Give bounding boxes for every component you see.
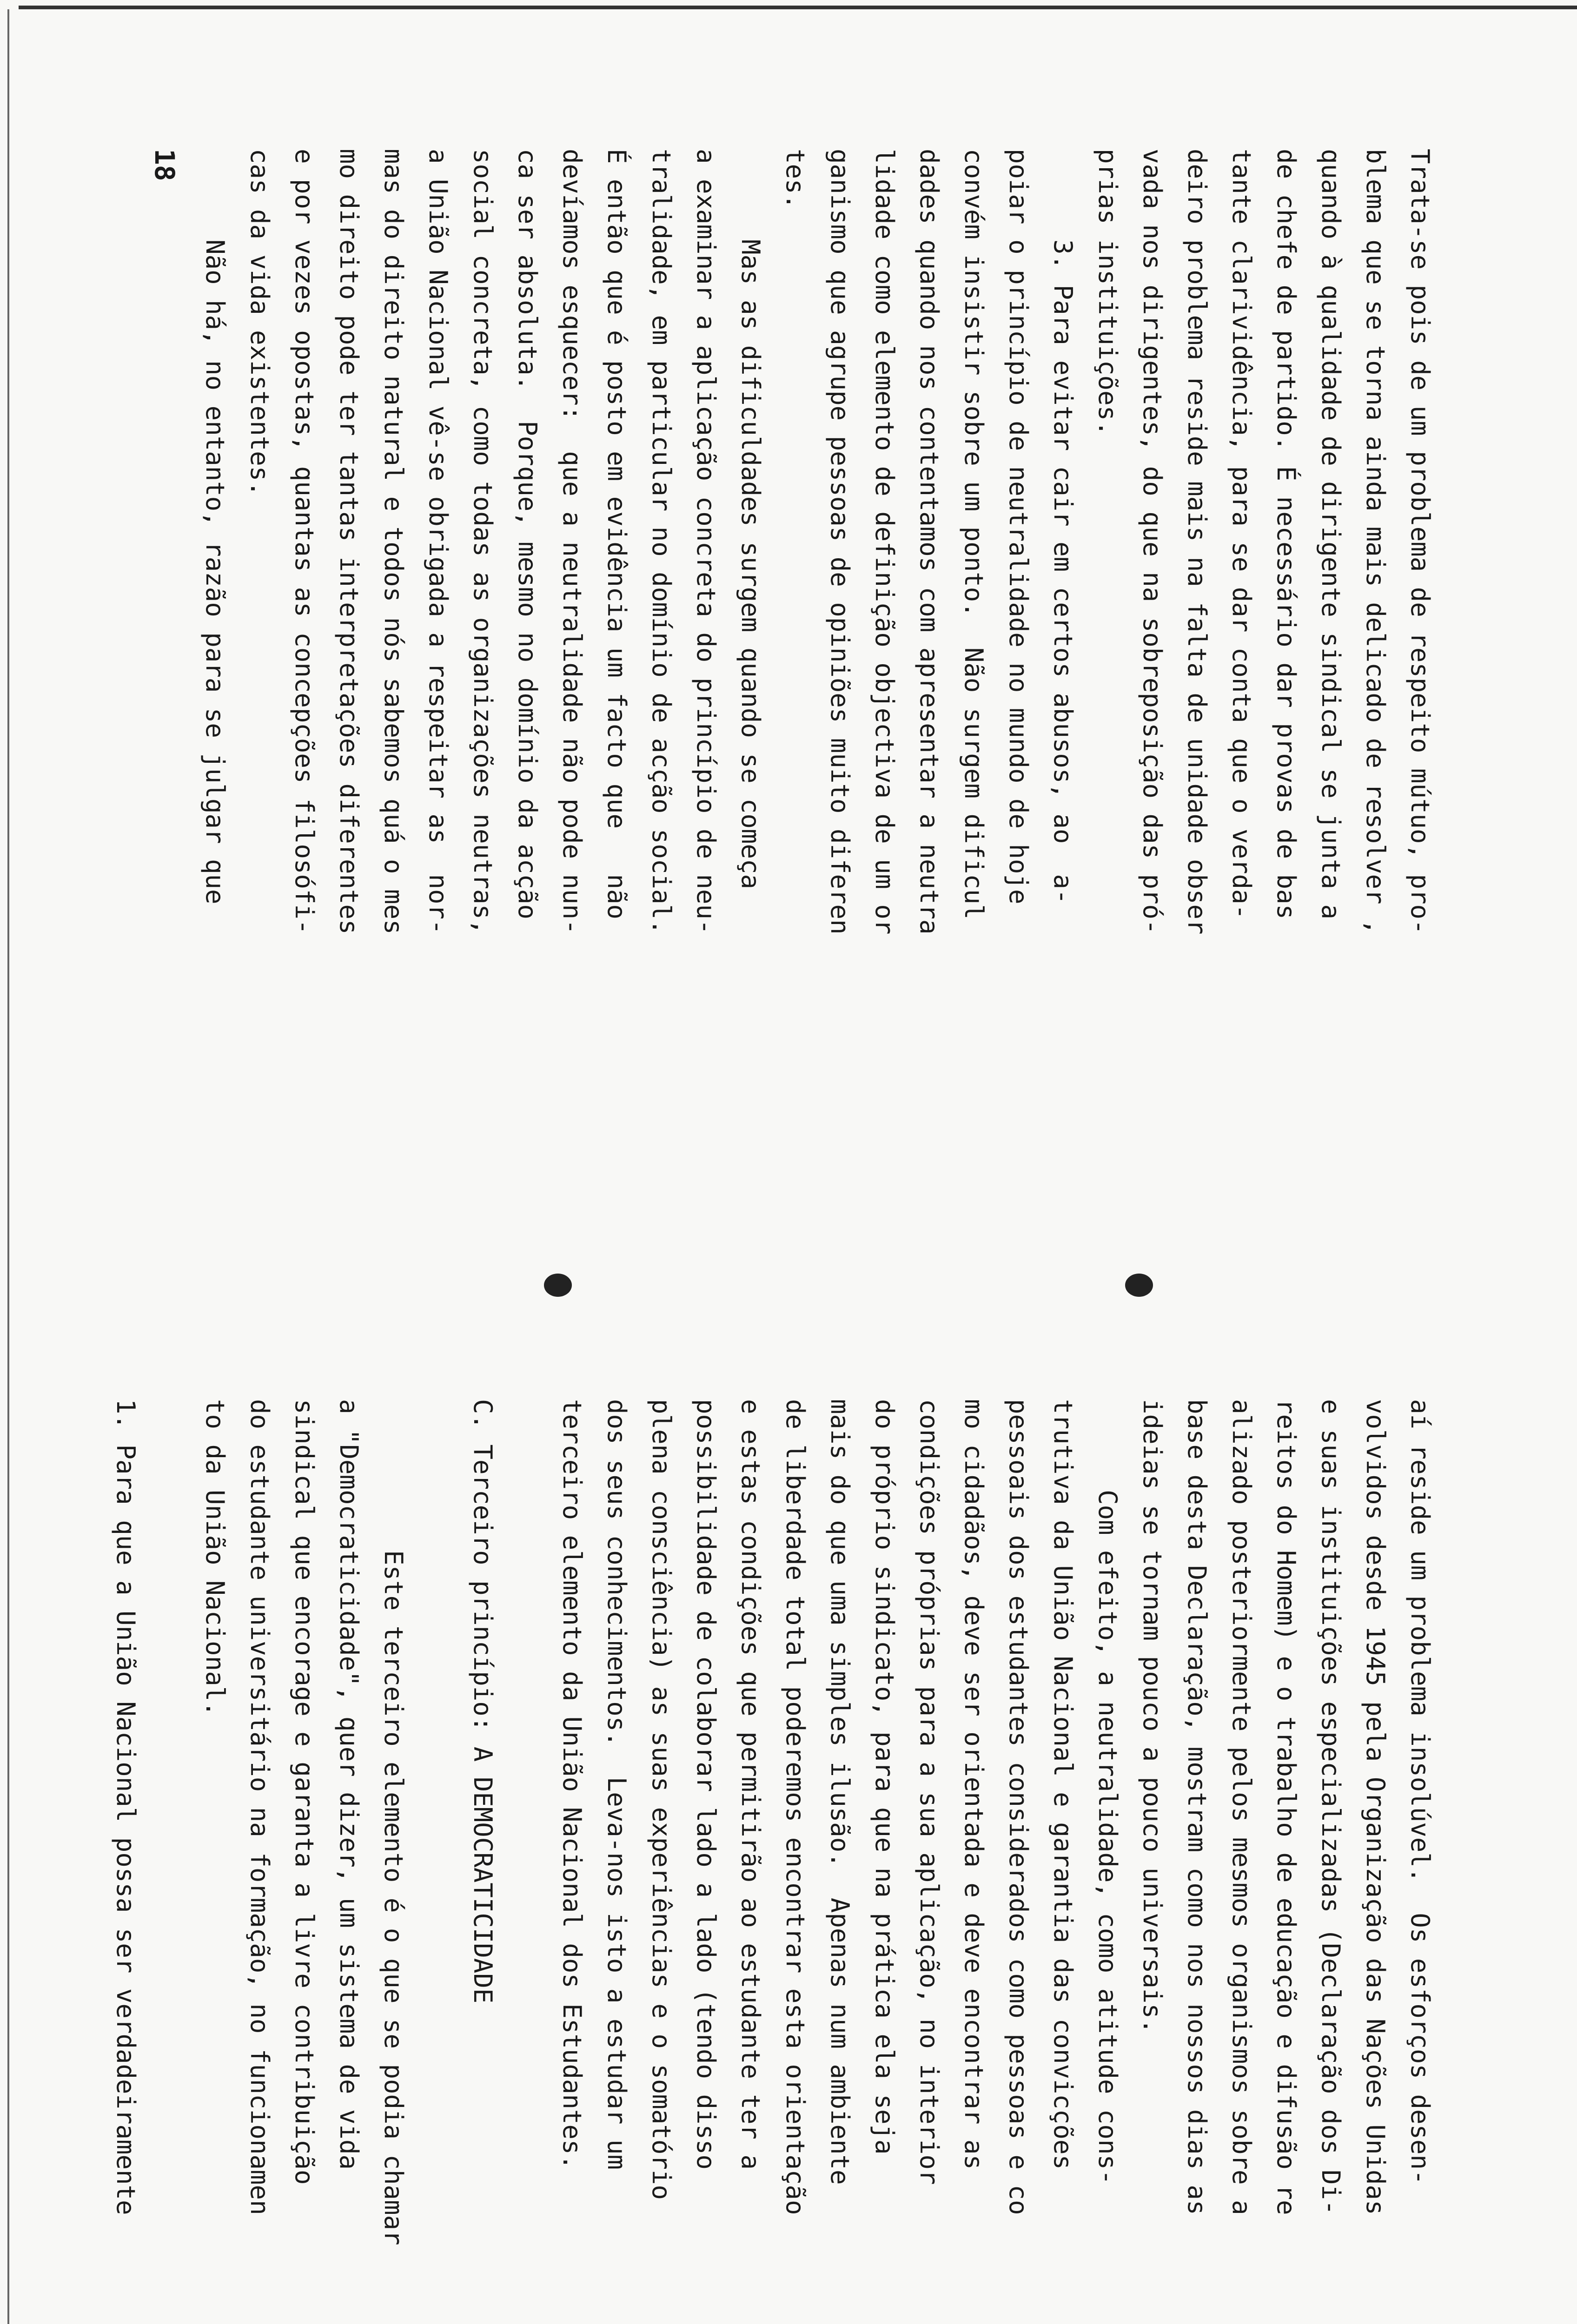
text-line: 3. Para evitar cair em certos abusos, ao a- (1048, 149, 1078, 905)
text-line: prias instituições. (1093, 149, 1122, 436)
text-line: dos seus conhecimentos. Leva-nos isto a estudar um (602, 1399, 631, 2170)
text-line: tante clarividência, para se dar conta que o verda- (1227, 149, 1256, 920)
text-line: Mas as dificuldades surgem quando se começa (736, 149, 765, 890)
text-line: de liberdade total poderemos encontrar esta orientação (781, 1399, 810, 2215)
text-line: É então que é posto em evidência um facto que não (602, 149, 631, 920)
text-line: e estas condições que permitirão ao estudante ter a (736, 1399, 765, 2170)
text-line: Trata-se pois de um problema de respeito mútuo, pro- (1405, 149, 1435, 935)
text-line: tes. (781, 149, 810, 210)
text-line: pessoais dos estudantes considerados como pessoas e co (1004, 1399, 1033, 2215)
text-line: e por vezes opostas, quantas as concepções filosófi- (290, 149, 319, 935)
text-line: social concreta, como todas as organizações neutras, (468, 149, 497, 935)
text-line: a "Democraticidade", quer dizer, um sistema de vida (334, 1399, 364, 2170)
text-line: Com efeito, a neutralidade, como atitude cons- (1093, 1399, 1122, 2185)
text-line: tralidade, em particular no domínio de acção social. (647, 149, 676, 935)
text-line: Este terceiro elemento é o que se podia chamar (379, 1399, 408, 2245)
text-line: ganismo que agrupe pessoas de opiniões muito diferen (825, 149, 855, 935)
text-line: to da União Nacional. (200, 1399, 230, 1717)
text-line: aí reside um problema insolúvel. Os esforços desen- (1405, 1399, 1435, 2185)
text-line: trutiva da União Nacional e garantia das convicções (1048, 1399, 1078, 2170)
text-line: alizado posteriormente pelos mesmos organismos sobre a (1227, 1399, 1256, 2215)
text-line: mais do que uma simples ilusão. Apenas num ambiente (825, 1399, 855, 2185)
text-line: quando à qualidade de dirigente sindical se junta a (1316, 149, 1345, 920)
text-line: cas da vida existentes. (245, 149, 274, 496)
text-line: do próprio sindicato, para que na prática ela seja (870, 1399, 899, 2155)
text-line: possibilidade de colaborar lado a lado (tendo disso (691, 1399, 721, 2170)
text-line: terceiro elemento da União Nacional dos Estudantes. (557, 1399, 587, 2170)
text-line: sindical que encorage e garanta a livre contribuição (290, 1399, 319, 2185)
text-line: volvidos desde 1945 pela Organização das Nações Unidas (1361, 1399, 1390, 2215)
text-line: devíamos esquecer: que a neutralidade não pode nun- (557, 149, 587, 935)
text-line: convém insistir sobre um ponto. Não surgem dificul (959, 149, 988, 920)
text-line: de chefe de partido. É necessário dar provas de bas (1272, 149, 1301, 920)
text-line: blema que se torna ainda mais delicado de resolver , (1361, 149, 1390, 935)
text-line: dades quando nos contentamos com apresentar a neutra (914, 149, 944, 935)
text-line: deiro problema reside mais na falta de unidade obser (1182, 149, 1212, 935)
text-line: do estudante universitário na formação, no funcionamen (245, 1399, 274, 2215)
text-line: plena consciência) as suas experiências e o somatório (647, 1399, 676, 2200)
text-line: ideias se tornam pouco a pouco universais. (1138, 1399, 1167, 2034)
text-line: reitos do Homem) e o trabalho de educação e difusão re (1272, 1399, 1301, 2215)
text-line: mo direito pode ter tantas interpretações diferentes (334, 149, 364, 935)
text-line: lidade como elemento de definição objectiva de um or (870, 149, 899, 935)
text-line: e suas instituições especializadas (Declaração dos Di- (1316, 1399, 1345, 2215)
text-line: 1. Para que a União Nacional possa ser verdadeiramente (111, 1399, 140, 2215)
text-line: ca ser absoluta. Porque, mesmo no domínio da acção (513, 149, 542, 920)
text-line: a examinar a aplicação concreta do princípio de neu- (691, 149, 721, 935)
text-line: mas do direito natural e todos nós sabemos quá o mes (379, 149, 408, 935)
page-number-left: 18 (149, 149, 180, 181)
text-line: condições próprias para a sua aplicação, no interior (914, 1399, 944, 2185)
text-line: mo cidadãos, deve ser orientada e deve encontrar as (959, 1399, 988, 2170)
text-line: base desta Declaração, mostram como nos nossos dias as (1182, 1399, 1212, 2215)
text-line: vada nos dirigentes, do que na sobreposição das pró- (1138, 149, 1167, 935)
right-page (0, 1292, 1577, 2324)
text-line: poiar o princípio de neutralidade no mundo de hoje (1004, 149, 1033, 905)
text-line: C. Terceiro princípio: A DEMOCRATICIDADE (468, 1399, 497, 2004)
text-line: a União Nacional vê-se obrigada a respeitar as nor- (424, 149, 453, 935)
text-line: Não há, no entanto, razão para se julgar que (200, 149, 230, 905)
